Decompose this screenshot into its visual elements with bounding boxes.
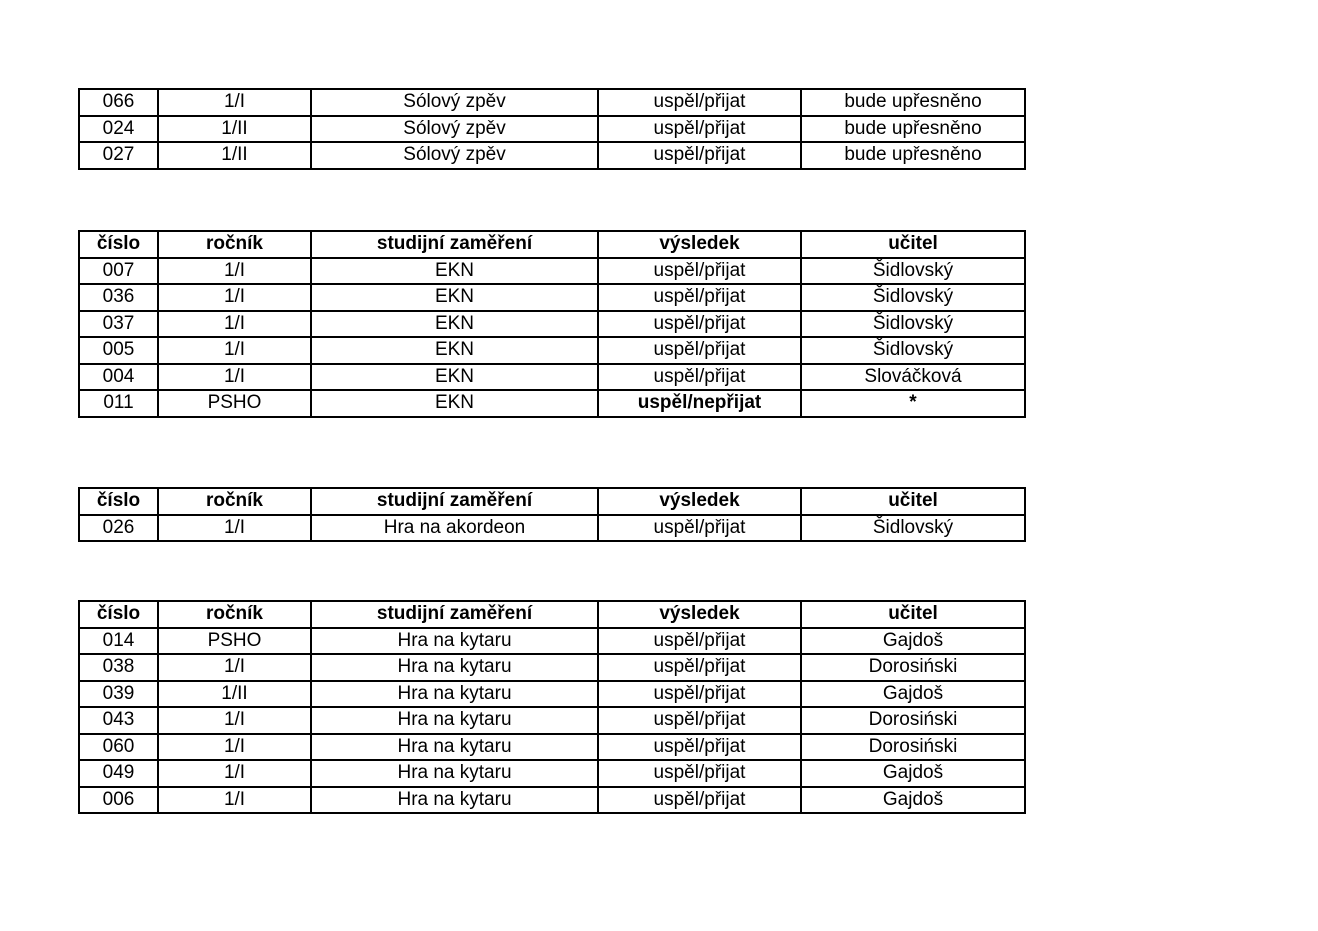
cell-rocnik: 1/I <box>158 787 311 814</box>
table-row <box>79 787 1025 814</box>
cell-zamereni: Hra na akordeon <box>311 515 598 542</box>
cell-zamereni: Hra na kytaru <box>311 681 598 708</box>
header-zamereni: studijní zaměření <box>311 231 598 258</box>
header-zamereni: studijní zaměření <box>311 601 598 628</box>
cell-cislo: 036 <box>79 284 158 311</box>
cell-cislo: 014 <box>79 628 158 655</box>
table-row <box>79 628 1025 655</box>
cell-ucitel: Gajdoš <box>801 760 1025 787</box>
table-row <box>79 681 1025 708</box>
cell-ucitel: Dorosiński <box>801 707 1025 734</box>
cell-vysledek: uspěl/nepřijat <box>598 390 801 417</box>
table-header-row <box>79 601 1025 628</box>
cell-ucitel: bude upřesněno <box>801 142 1025 169</box>
cell-vysledek: uspěl/přijat <box>598 628 801 655</box>
header-zamereni: studijní zaměření <box>311 488 598 515</box>
table-row <box>79 89 1025 116</box>
header-ucitel: učitel <box>801 601 1025 628</box>
table-row <box>79 311 1025 338</box>
cell-vysledek: uspěl/přijat <box>598 89 801 116</box>
cell-rocnik: 1/I <box>158 337 311 364</box>
cell-cislo: 043 <box>79 707 158 734</box>
cell-vysledek: uspěl/přijat <box>598 116 801 143</box>
cell-cislo: 027 <box>79 142 158 169</box>
cell-vysledek: uspěl/přijat <box>598 364 801 391</box>
cell-cislo: 026 <box>79 515 158 542</box>
header-ucitel: učitel <box>801 488 1025 515</box>
cell-vysledek: uspěl/přijat <box>598 654 801 681</box>
cell-rocnik: 1/II <box>158 116 311 143</box>
header-cislo: číslo <box>79 488 158 515</box>
cell-cislo: 039 <box>79 681 158 708</box>
cell-ucitel: bude upřesněno <box>801 89 1025 116</box>
header-cislo: číslo <box>79 601 158 628</box>
cell-zamereni: Hra na kytaru <box>311 734 598 761</box>
cell-ucitel: Šidlovský <box>801 258 1025 285</box>
cell-rocnik: 1/I <box>158 311 311 338</box>
header-vysledek: výsledek <box>598 488 801 515</box>
cell-zamereni: Hra na kytaru <box>311 707 598 734</box>
cell-rocnik: PSHO <box>158 628 311 655</box>
header-vysledek: výsledek <box>598 601 801 628</box>
cell-rocnik: 1/I <box>158 89 311 116</box>
cell-rocnik: 1/II <box>158 681 311 708</box>
cell-zamereni: EKN <box>311 364 598 391</box>
cell-vysledek: uspěl/přijat <box>598 787 801 814</box>
header-cislo: číslo <box>79 231 158 258</box>
cell-vysledek: uspěl/přijat <box>598 515 801 542</box>
table-row <box>79 116 1025 143</box>
header-ucitel: učitel <box>801 231 1025 258</box>
cell-zamereni: Sólový zpěv <box>311 116 598 143</box>
cell-ucitel: bude upřesněno <box>801 116 1025 143</box>
cell-zamereni: Hra na kytaru <box>311 628 598 655</box>
cell-rocnik: 1/I <box>158 707 311 734</box>
cell-cislo: 006 <box>79 787 158 814</box>
header-vysledek: výsledek <box>598 231 801 258</box>
table-row <box>79 337 1025 364</box>
cell-zamereni: EKN <box>311 337 598 364</box>
header-rocnik: ročník <box>158 488 311 515</box>
cell-ucitel: Gajdoš <box>801 628 1025 655</box>
cell-zamereni: Sólový zpěv <box>311 142 598 169</box>
cell-ucitel: Šidlovský <box>801 515 1025 542</box>
cell-vysledek: uspěl/přijat <box>598 311 801 338</box>
cell-zamereni: EKN <box>311 390 598 417</box>
table-row <box>79 707 1025 734</box>
cell-vysledek: uspěl/přijat <box>598 258 801 285</box>
cell-cislo: 024 <box>79 116 158 143</box>
cell-zamereni: Hra na kytaru <box>311 760 598 787</box>
cell-ucitel: Šidlovský <box>801 311 1025 338</box>
cell-cislo: 011 <box>79 390 158 417</box>
cell-zamereni: Hra na kytaru <box>311 787 598 814</box>
cell-vysledek: uspěl/přijat <box>598 707 801 734</box>
cell-ucitel: Gajdoš <box>801 787 1025 814</box>
cell-vysledek: uspěl/přijat <box>598 337 801 364</box>
cell-ucitel: Dorosiński <box>801 654 1025 681</box>
cell-rocnik: PSHO <box>158 390 311 417</box>
table-row <box>79 734 1025 761</box>
cell-rocnik: 1/II <box>158 142 311 169</box>
table-row <box>79 364 1025 391</box>
header-rocnik: ročník <box>158 601 311 628</box>
cell-cislo: 066 <box>79 89 158 116</box>
cell-ucitel: Šidlovský <box>801 284 1025 311</box>
cell-cislo: 049 <box>79 760 158 787</box>
cell-ucitel: Slováčková <box>801 364 1025 391</box>
cell-zamereni: EKN <box>311 311 598 338</box>
table-header-row <box>79 231 1025 258</box>
cell-vysledek: uspěl/přijat <box>598 681 801 708</box>
table-header-row <box>79 488 1025 515</box>
cell-rocnik: 1/I <box>158 654 311 681</box>
table-row <box>79 515 1025 542</box>
cell-zamereni: Hra na kytaru <box>311 654 598 681</box>
results-table-ekn <box>78 230 1026 418</box>
table-row <box>79 284 1025 311</box>
cell-cislo: 007 <box>79 258 158 285</box>
cell-rocnik: 1/I <box>158 515 311 542</box>
cell-vysledek: uspěl/přijat <box>598 760 801 787</box>
cell-rocnik: 1/I <box>158 258 311 285</box>
cell-rocnik: 1/I <box>158 364 311 391</box>
cell-ucitel: Šidlovský <box>801 337 1025 364</box>
table-row <box>79 258 1025 285</box>
cell-ucitel: Gajdoš <box>801 681 1025 708</box>
cell-cislo: 005 <box>79 337 158 364</box>
results-table-solovy-zpev <box>78 88 1026 170</box>
cell-rocnik: 1/I <box>158 734 311 761</box>
cell-zamereni: EKN <box>311 284 598 311</box>
cell-ucitel: * <box>801 390 1025 417</box>
cell-cislo: 004 <box>79 364 158 391</box>
cell-vysledek: uspěl/přijat <box>598 284 801 311</box>
results-table-kytara <box>78 600 1026 814</box>
table-row <box>79 142 1025 169</box>
header-rocnik: ročník <box>158 231 311 258</box>
cell-vysledek: uspěl/přijat <box>598 734 801 761</box>
cell-rocnik: 1/I <box>158 284 311 311</box>
cell-zamereni: Sólový zpěv <box>311 89 598 116</box>
cell-cislo: 060 <box>79 734 158 761</box>
results-table-akordeon <box>78 487 1026 542</box>
table-row <box>79 760 1025 787</box>
cell-rocnik: 1/I <box>158 760 311 787</box>
cell-vysledek: uspěl/přijat <box>598 142 801 169</box>
table-row <box>79 654 1025 681</box>
cell-zamereni: EKN <box>311 258 598 285</box>
cell-cislo: 038 <box>79 654 158 681</box>
cell-cislo: 037 <box>79 311 158 338</box>
table-row <box>79 390 1025 417</box>
cell-ucitel: Dorosiński <box>801 734 1025 761</box>
